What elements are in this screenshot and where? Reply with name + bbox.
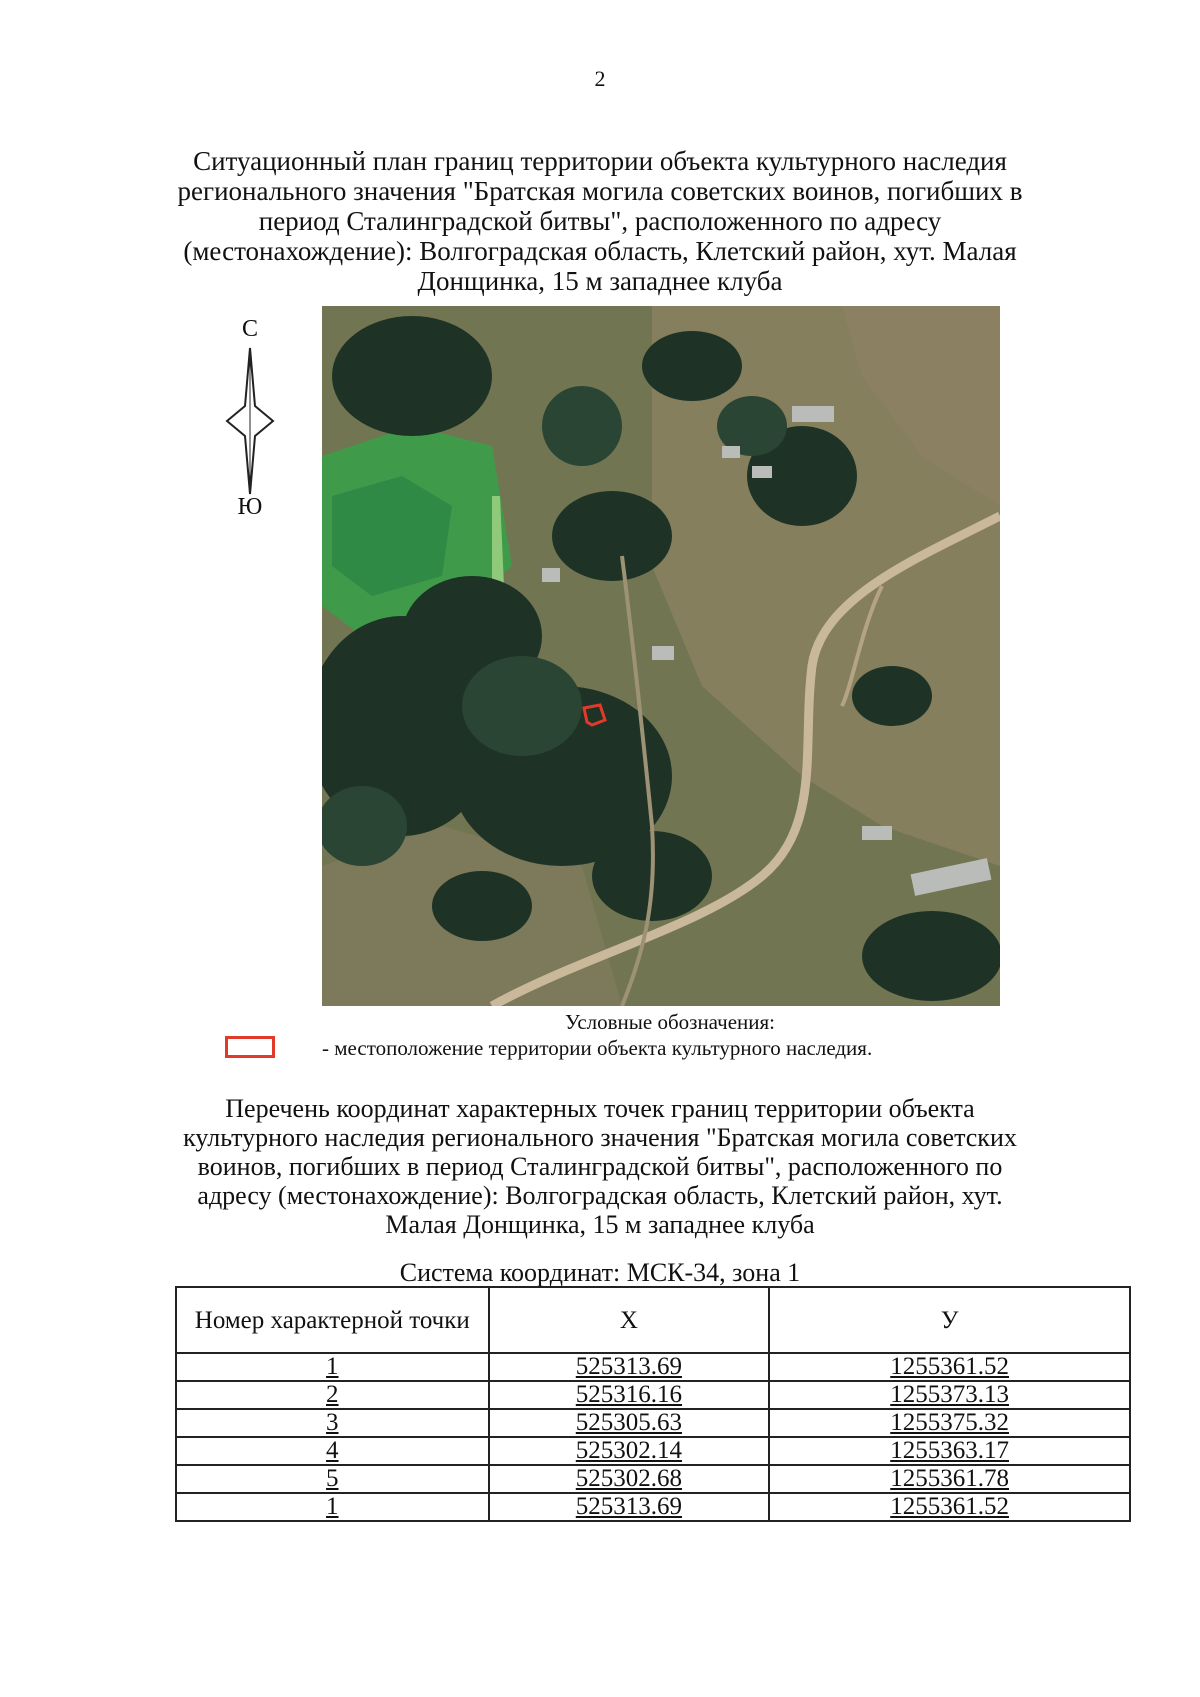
coordinates-table	[175, 1286, 1131, 1522]
cell-x: 525313.69	[489, 1353, 770, 1381]
cell-y: 1255363.17	[769, 1437, 1130, 1465]
cell-point-number: 3	[176, 1409, 489, 1437]
page-number: 2	[594, 66, 606, 91]
cell-x: 525316.16	[489, 1381, 770, 1409]
header-x: X	[489, 1287, 770, 1353]
cell-y: 1255373.13	[769, 1381, 1130, 1409]
legend-title: Условные обозначения:	[564, 1010, 776, 1034]
coordinate-system-label: Система координат: МСК-34, зона 1	[399, 1258, 801, 1287]
table-row	[176, 1493, 1130, 1521]
cell-y: 1255375.32	[769, 1409, 1130, 1437]
cell-point-number: 4	[176, 1437, 489, 1465]
table-row	[176, 1409, 1130, 1437]
header-y: У	[769, 1287, 1130, 1353]
coordinates-list-title: Перечень координат характерных точек границ территории объекта культурного наследия регионального значения "Братская могила советских воинов, погибших в период Сталинградской битвы", расположенного по адресу (местонахождение): Волгоградская область, Клетский район, хут. Малая Донщинка, 15 м западнее клуба	[183, 1094, 1017, 1239]
table-header-row	[176, 1287, 1130, 1353]
table-row	[176, 1353, 1130, 1381]
cell-x: 525302.68	[489, 1465, 770, 1493]
cell-y: 1255361.52	[769, 1493, 1130, 1521]
compass-south-label: Ю	[237, 494, 263, 520]
cell-y: 1255361.78	[769, 1465, 1130, 1493]
header-point-number: Номер характерной точки	[176, 1287, 489, 1353]
satellite-map	[322, 306, 1000, 1006]
document-title: Ситуационный план границ территории объекта культурного наследия регионального значения "Братская могила советских воинов, погибших в период Сталинградской битвы", расположенного по адресу (местонахождение): Волгоградская область, Клетский район, хут. Малая Донщинка, 15 м западнее клуба	[177, 146, 1023, 296]
compass	[215, 316, 285, 526]
cell-point-number: 1	[176, 1493, 489, 1521]
cell-y: 1255361.52	[769, 1353, 1130, 1381]
table-row	[176, 1381, 1130, 1409]
legend-swatch	[225, 1036, 275, 1058]
compass-north-label: С	[241, 316, 258, 342]
legend-item-label: - местоположение территории объекта культурного наследия.	[322, 1036, 873, 1060]
cell-point-number: 5	[176, 1465, 489, 1493]
cell-x: 525313.69	[489, 1493, 770, 1521]
compass-rose-icon	[225, 346, 275, 496]
cell-point-number: 2	[176, 1381, 489, 1409]
cell-point-number: 1	[176, 1353, 489, 1381]
table-row	[176, 1465, 1130, 1493]
cell-x: 525302.14	[489, 1437, 770, 1465]
table-row	[176, 1437, 1130, 1465]
cell-x: 525305.63	[489, 1409, 770, 1437]
